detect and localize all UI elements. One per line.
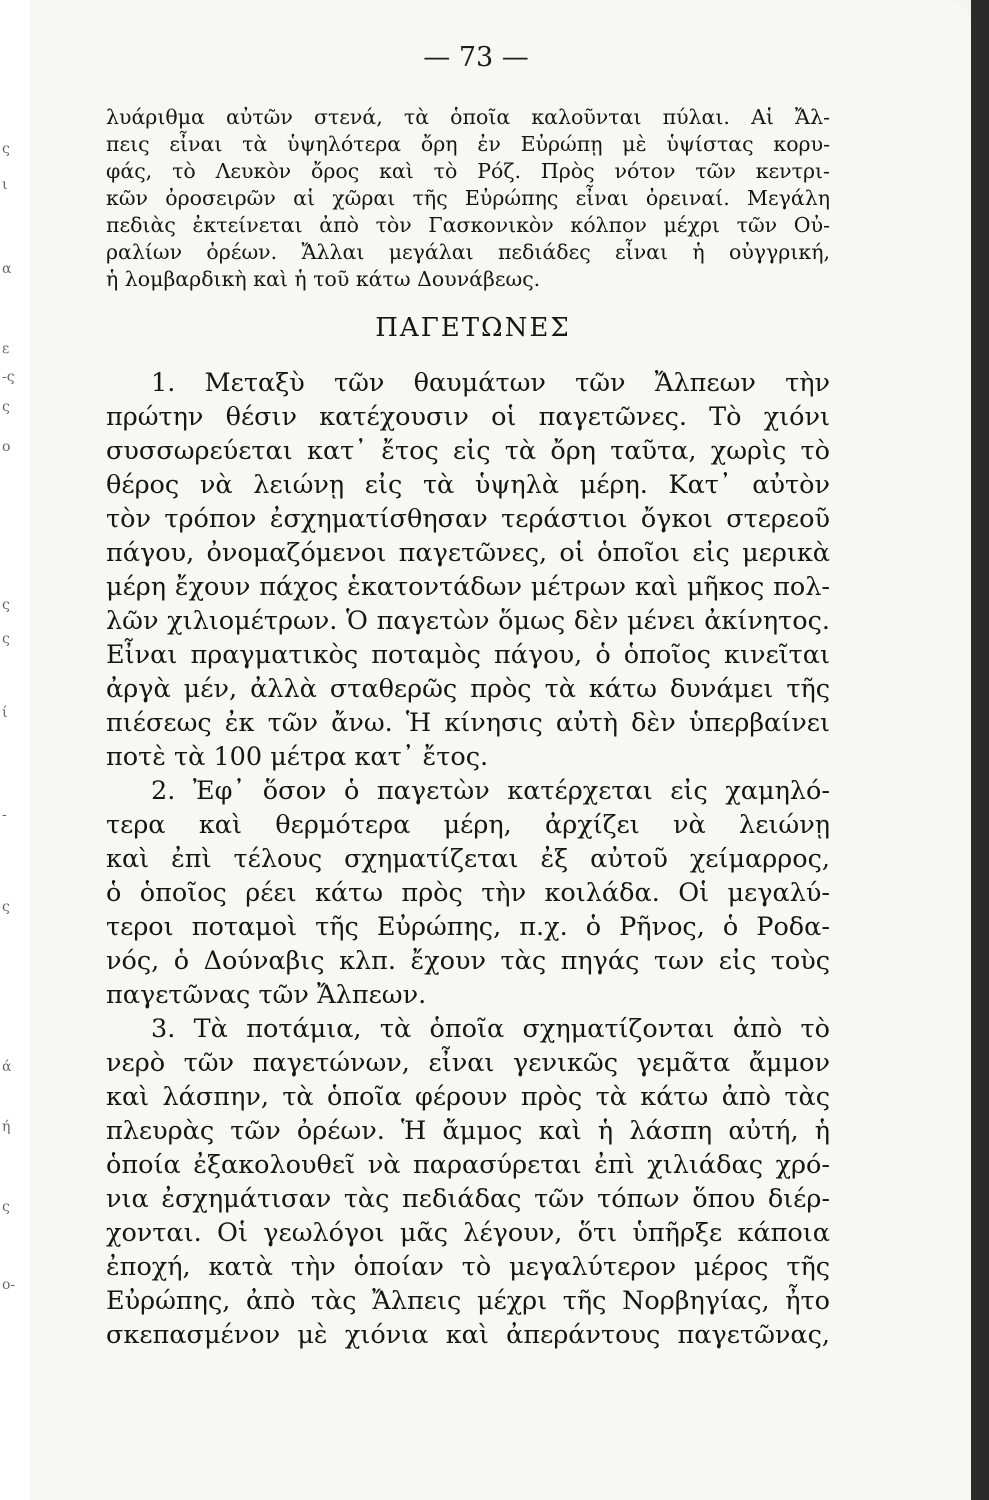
body-line: χονται. Οἱ γεωλόγοι μᾶς λέγουν, ὅτι ὑπῆρξε κάποια [106,1218,830,1248]
section-heading: ΠΑΓΕΤΩΝΕΣ [375,313,571,343]
intro-line: ἡ λομβαρδικὴ καὶ ἡ τοῦ κάτω Δουνάβεως. [106,267,541,291]
body-line: πιέσεως ἐκ τῶν ἄνω. Ἡ κίνησις αὐτὴ δὲν ὑπερβαίνει [106,708,830,738]
margin-fragment: ά [2,1059,12,1075]
margin-fragment: ς [2,899,10,915]
body-line: πλευρὰς τῶν ὀρέων. Ἡ ἄμμος καὶ ἡ λάσπη αὐτή, ἡ [106,1116,830,1146]
body-line: τεροι ποταμοὶ τῆς Εὐρώπης, π.χ. ὁ Ρῆνος, ὁ Ροδα- [106,912,830,942]
margin-fragment: ε [2,341,10,357]
intro-line: λυάριθμα αὐτῶν στενά, τὰ ὁποῖα καλοῦνται πύλαι. Αἱ Ἄλ- [106,105,830,129]
body-line: σκεπασμένον μὲ χιόνια καὶ ἀπεράντους παγετῶνας, [106,1320,830,1350]
body-line: ἐποχή, κατὰ τὴν ὁποίαν τὸ μεγαλύτερον μέρος τῆς [106,1252,830,1282]
intro-line: ραλίων ὀρέων. Ἄλλαι μεγάλαι πεδιάδες εἶναι ἡ οὐγγρική, [106,240,830,264]
body-line: ποτὲ τὰ 100 μέτρα κατ᾽ ἔτος. [106,742,489,772]
body-line: ἀργὰ μέν, ἀλλὰ σταθερῶς πρὸς τὰ κάτω δυνάμει τῆς [106,674,830,704]
previous-page-edge [0,0,31,1500]
margin-fragment: ς [2,141,10,157]
margin-fragment: ι [2,177,8,193]
body-line: τὸν τρόπον ἐσχηματίσθησαν τεράστιοι ὄγκοι στερεοῦ [106,504,830,534]
intro-line: πεδιὰς ἐκτείνεται ἀπὸ τὸν Γασκονικὸν κόλπον μέχρι τῶν Οὐ- [106,213,830,237]
body-line: Εὐρώπης, ἀπὸ τὰς Ἄλπεις μέχρι τῆς Νορβηγίας, ἦτο [106,1286,830,1316]
margin-fragment: ς [2,631,10,647]
margin-fragment: ο- [2,1277,16,1293]
body-line: τερα καὶ θερμότερα μέρη, ἀρχίζει νὰ λειώνῃ [106,810,830,840]
margin-fragment: α [2,261,12,277]
body-line: ὁποία ἐξακολουθεῖ νὰ παρασύρεται ἐπὶ χιλιάδας χρό- [106,1150,830,1180]
body-line: καὶ λάσπην, τὰ ὁποῖα φέρουν πρὸς τὰ κάτω ἀπὸ τὰς [106,1082,830,1112]
margin-fragment: ς [2,399,10,415]
body-line: πάγου, ὀνομαζόμενοι παγετῶνες, οἱ ὁποῖοι εἰς μερικὰ [106,538,830,568]
intro-line: πεις εἶναι τὰ ὑψηλότερα ὄρη ἐν Εὐρώπῃ μὲ ὑψίστας κορυ- [106,132,830,156]
scan-background-edge [971,0,989,1500]
book-page [30,0,971,1500]
body-line: ὁ ὁποῖος ρέει κάτω πρὸς τὴν κοιλάδα. Οἱ μεγαλύ- [106,878,830,908]
body-line: συσσωρεύεται κατ᾽ ἔτος εἰς τὰ ὄρη ταῦτα, χωρὶς τὸ [106,436,830,466]
intro-line: κῶν ὀροσειρῶν αἱ χῶραι τῆς Εὐρώπης εἶναι ὀρειναί. Μεγάλη [106,186,830,210]
body-line: θέρος νὰ λειώνῃ εἰς τὰ ὑψηλὰ μέρη. Κατ᾽ αὐτὸν [106,470,830,500]
margin-fragment: ς [2,597,10,613]
body-line: Εἶναι πραγματικὸς ποταμὸς πάγου, ὁ ὁποῖος κινεῖται [106,640,830,670]
body-line: 2. Ἐφ᾽ ὅσον ὁ παγετὼν κατέρχεται εἰς χαμηλό- [151,776,830,806]
body-line: μέρη ἔχουν πάχος ἑκατοντάδων μέτρων καὶ μῆκος πολ- [106,572,830,602]
margin-fragment: ο [2,439,11,455]
body-line: νός, ὁ Δούναβις κλπ. ἔχουν τὰς πηγάς των εἰς τοὺς [106,946,830,976]
body-line: 3. Τὰ ποτάμια, τὰ ὁποῖα σχηματίζονται ἀπὸ τὸ [151,1014,830,1044]
margin-fragment: ς [2,1199,10,1215]
body-line: 1. Μεταξὺ τῶν θαυμάτων τῶν Ἄλπεων τὴν [151,368,830,398]
margin-fragment: -ς [2,369,15,385]
body-line: λῶν χιλιομέτρων. Ὁ παγετὼν ὅμως δὲν μένει ἀκίνητος. [106,606,830,636]
page-number: — 73 — [423,42,529,73]
margin-fragment: ί [2,705,8,721]
margin-fragment: ή [2,1119,11,1135]
body-line: πρώτην θέσιν κατέχουσιν οἱ παγετῶνες. Τὸ χιόνι [106,402,830,432]
body-line: νια ἐσχημάτισαν τὰς πεδιάδας τῶν τόπων ὅπου διέρ- [106,1184,830,1214]
body-line: καὶ ἐπὶ τέλους σχηματίζεται ἐξ αὐτοῦ χείμαρρος, [106,844,830,874]
body-line: νερὸ τῶν παγετώνων, εἶναι γενικῶς γεμᾶτα ἄμμον [106,1048,830,1078]
margin-fragment: - [2,807,7,823]
intro-line: φάς, τὸ Λευκὸν ὄρος καὶ τὸ Ρόζ. Πρὸς νότον τῶν κεντρι- [106,159,830,183]
body-line: παγετῶνας τῶν Ἄλπεων. [106,980,427,1010]
